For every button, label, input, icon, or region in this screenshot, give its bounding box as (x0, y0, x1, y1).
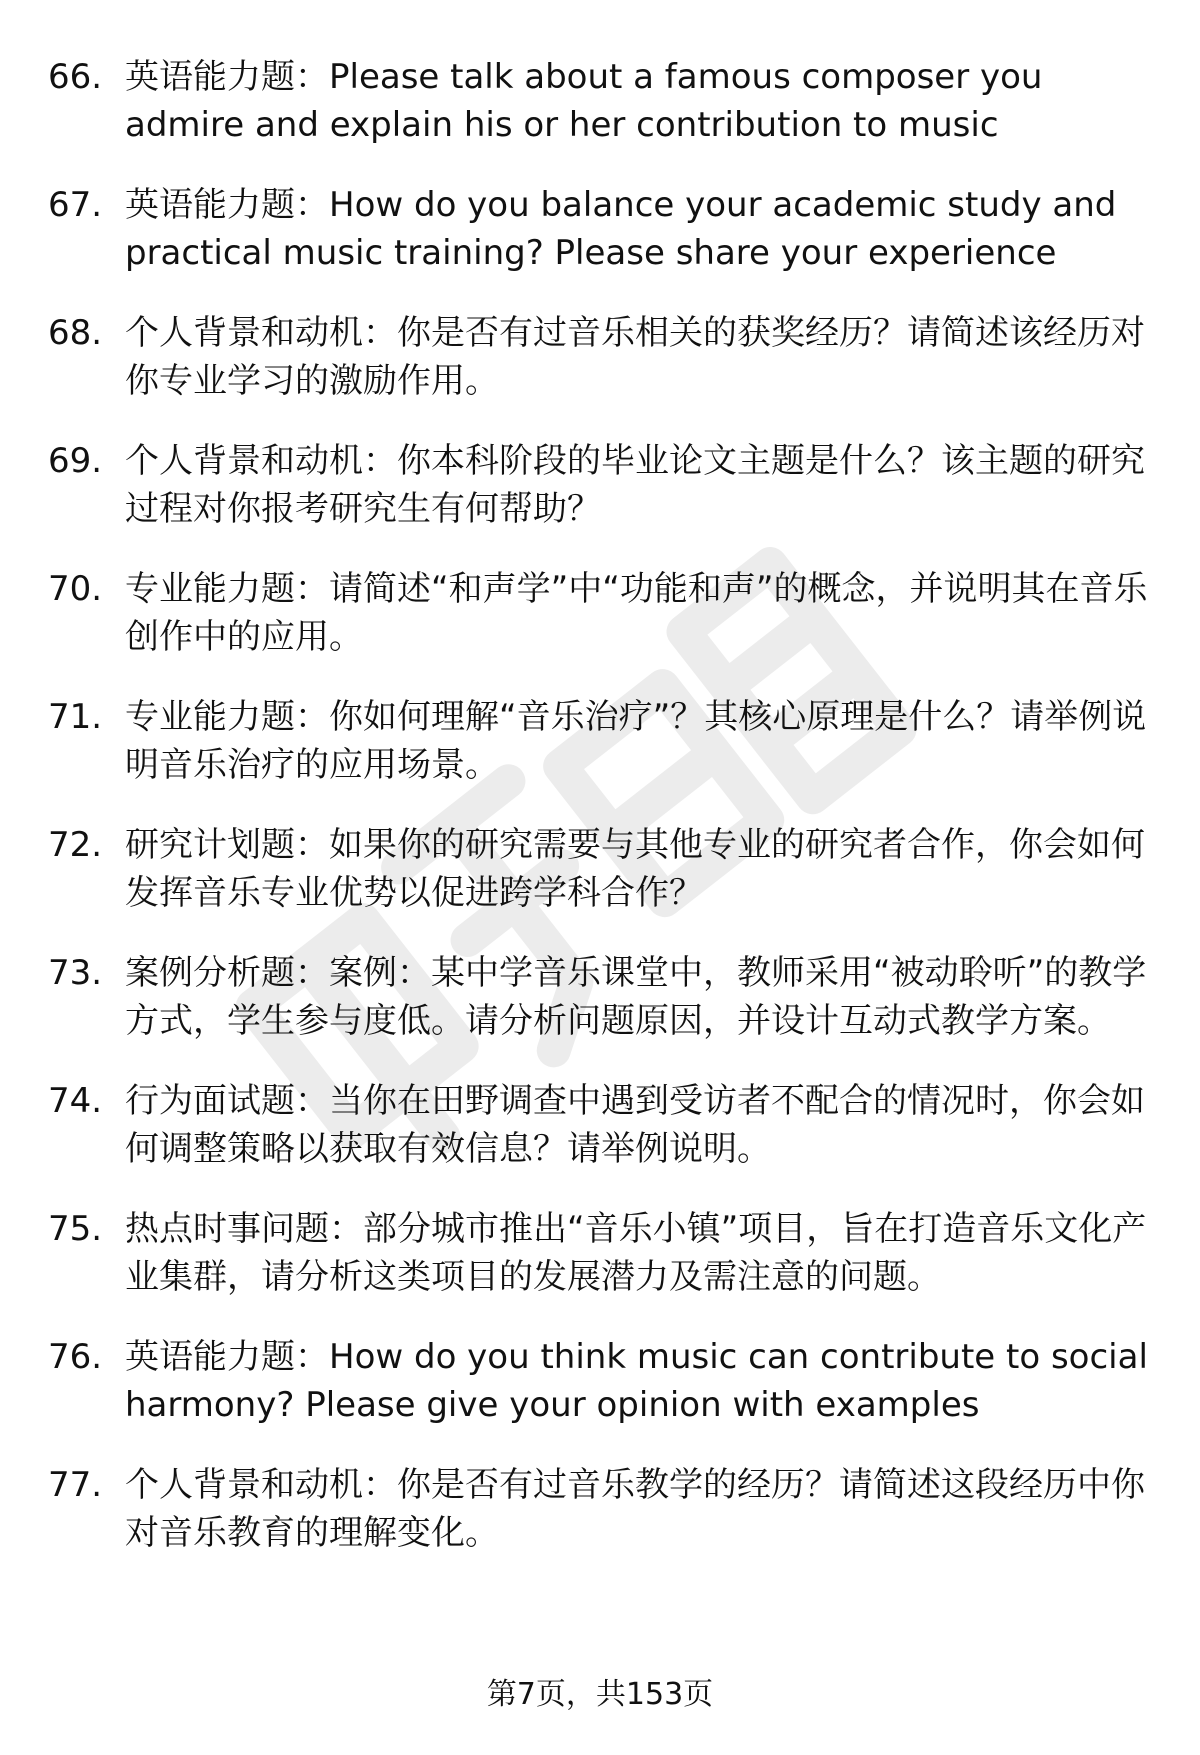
question-category: 英语能力题 ： (125, 1337, 329, 1377)
question-number: 71. (48, 697, 103, 737)
question-item (48, 1333, 1158, 1429)
question-number: 70. (48, 569, 103, 609)
question-text: How do you balance your academic study and practical music training? Please share your experience (125, 185, 1117, 273)
question-item (48, 1205, 1158, 1301)
question-number: 68. (48, 313, 103, 353)
question-body (125, 1077, 1158, 1173)
question-text: 当你在田野调查中遇到受访者不配合的情况时，你会如何调整策略以获取有效信息？请举例说明。 (125, 1081, 1145, 1169)
question-body (125, 565, 1158, 661)
question-text: 你如何理解“音乐治疗”？其核心原理是什么？请举例说明音乐治疗的应用场景。 (125, 697, 1147, 785)
question-text: 你是否有过音乐教学的经历？请简述这段经历中你对音乐教育的理解变化。 (125, 1465, 1145, 1553)
question-body (125, 1205, 1158, 1301)
question-item (48, 1461, 1158, 1557)
question-category: 英语能力题 ： (125, 185, 329, 225)
question-text: 请简述“和声学”中“功能和声”的概念，并说明其在音乐创作中的应用。 (125, 569, 1148, 657)
question-item (48, 565, 1158, 661)
question-number: 74. (48, 1081, 103, 1121)
question-number: 66. (48, 57, 103, 97)
question-item (48, 53, 1158, 149)
question-number: 69. (48, 441, 103, 481)
question-item (48, 821, 1158, 917)
question-body (125, 1461, 1158, 1557)
question-category: 个人背景和动机 ： (125, 441, 397, 481)
question-category: 案例分析题 ： (125, 953, 329, 993)
question-category: 英语能力题 ： (125, 57, 329, 97)
question-number: 67. (48, 185, 103, 225)
question-item (48, 693, 1158, 789)
question-body (125, 821, 1158, 917)
question-body (125, 949, 1158, 1045)
question-item (48, 181, 1158, 277)
question-category: 专业能力题 ： (125, 569, 329, 609)
question-number: 73. (48, 953, 103, 993)
question-item (48, 437, 1158, 533)
question-category: 个人背景和动机 ： (125, 1465, 397, 1505)
question-number: 76. (48, 1337, 103, 1377)
question-body (125, 181, 1158, 277)
question-number: 75. (48, 1209, 103, 1249)
question-text: 案例：某中学音乐课堂中，教师采用“被动聆听”的教学方式，学生参与度低。请分析问题原因，并设计互动式教学方案。 (125, 953, 1147, 1041)
question-text: 你本科阶段的毕业论文主题是什么？该主题的研究过程对你报考研究生有何帮助？ (125, 441, 1145, 529)
question-item (48, 1077, 1158, 1173)
question-text: 部分城市推出“音乐小镇”项目，旨在打造音乐文化产业集群，请分析这类项目的发展潜力及需注意的问题。 (125, 1209, 1147, 1297)
question-category: 个人背景和动机 ： (125, 313, 397, 353)
question-category: 研究计划题 ： (125, 825, 329, 865)
question-text: How do you think music can contribute to social harmony? Please give your opinion with examples (125, 1337, 1148, 1425)
question-body (125, 53, 1158, 149)
question-category: 热点时事问题 ： (125, 1209, 363, 1249)
question-text: Please talk about a famous composer you admire and explain his or her contribution to music (125, 57, 1043, 145)
question-number: 77. (48, 1465, 103, 1505)
question-body (125, 1333, 1158, 1429)
question-text: 你是否有过音乐相关的获奖经历？请简述该经历对你专业学习的激励作用。 (125, 313, 1145, 401)
question-item (48, 309, 1158, 405)
question-item (48, 949, 1158, 1045)
question-text: 如果你的研究需要与其他专业的研究者合作，你会如何发挥音乐专业优势以促进跨学科合作？ (125, 825, 1145, 913)
question-body (125, 309, 1158, 405)
question-number: 72. (48, 825, 103, 865)
question-body (125, 693, 1158, 789)
question-category: 行为面试题 ： (125, 1081, 329, 1121)
question-list (48, 53, 1158, 1589)
question-category: 专业能力题 ： (125, 697, 329, 737)
question-body (125, 437, 1158, 533)
page-number-footer: 第7页，共153页 (486, 1677, 714, 1712)
